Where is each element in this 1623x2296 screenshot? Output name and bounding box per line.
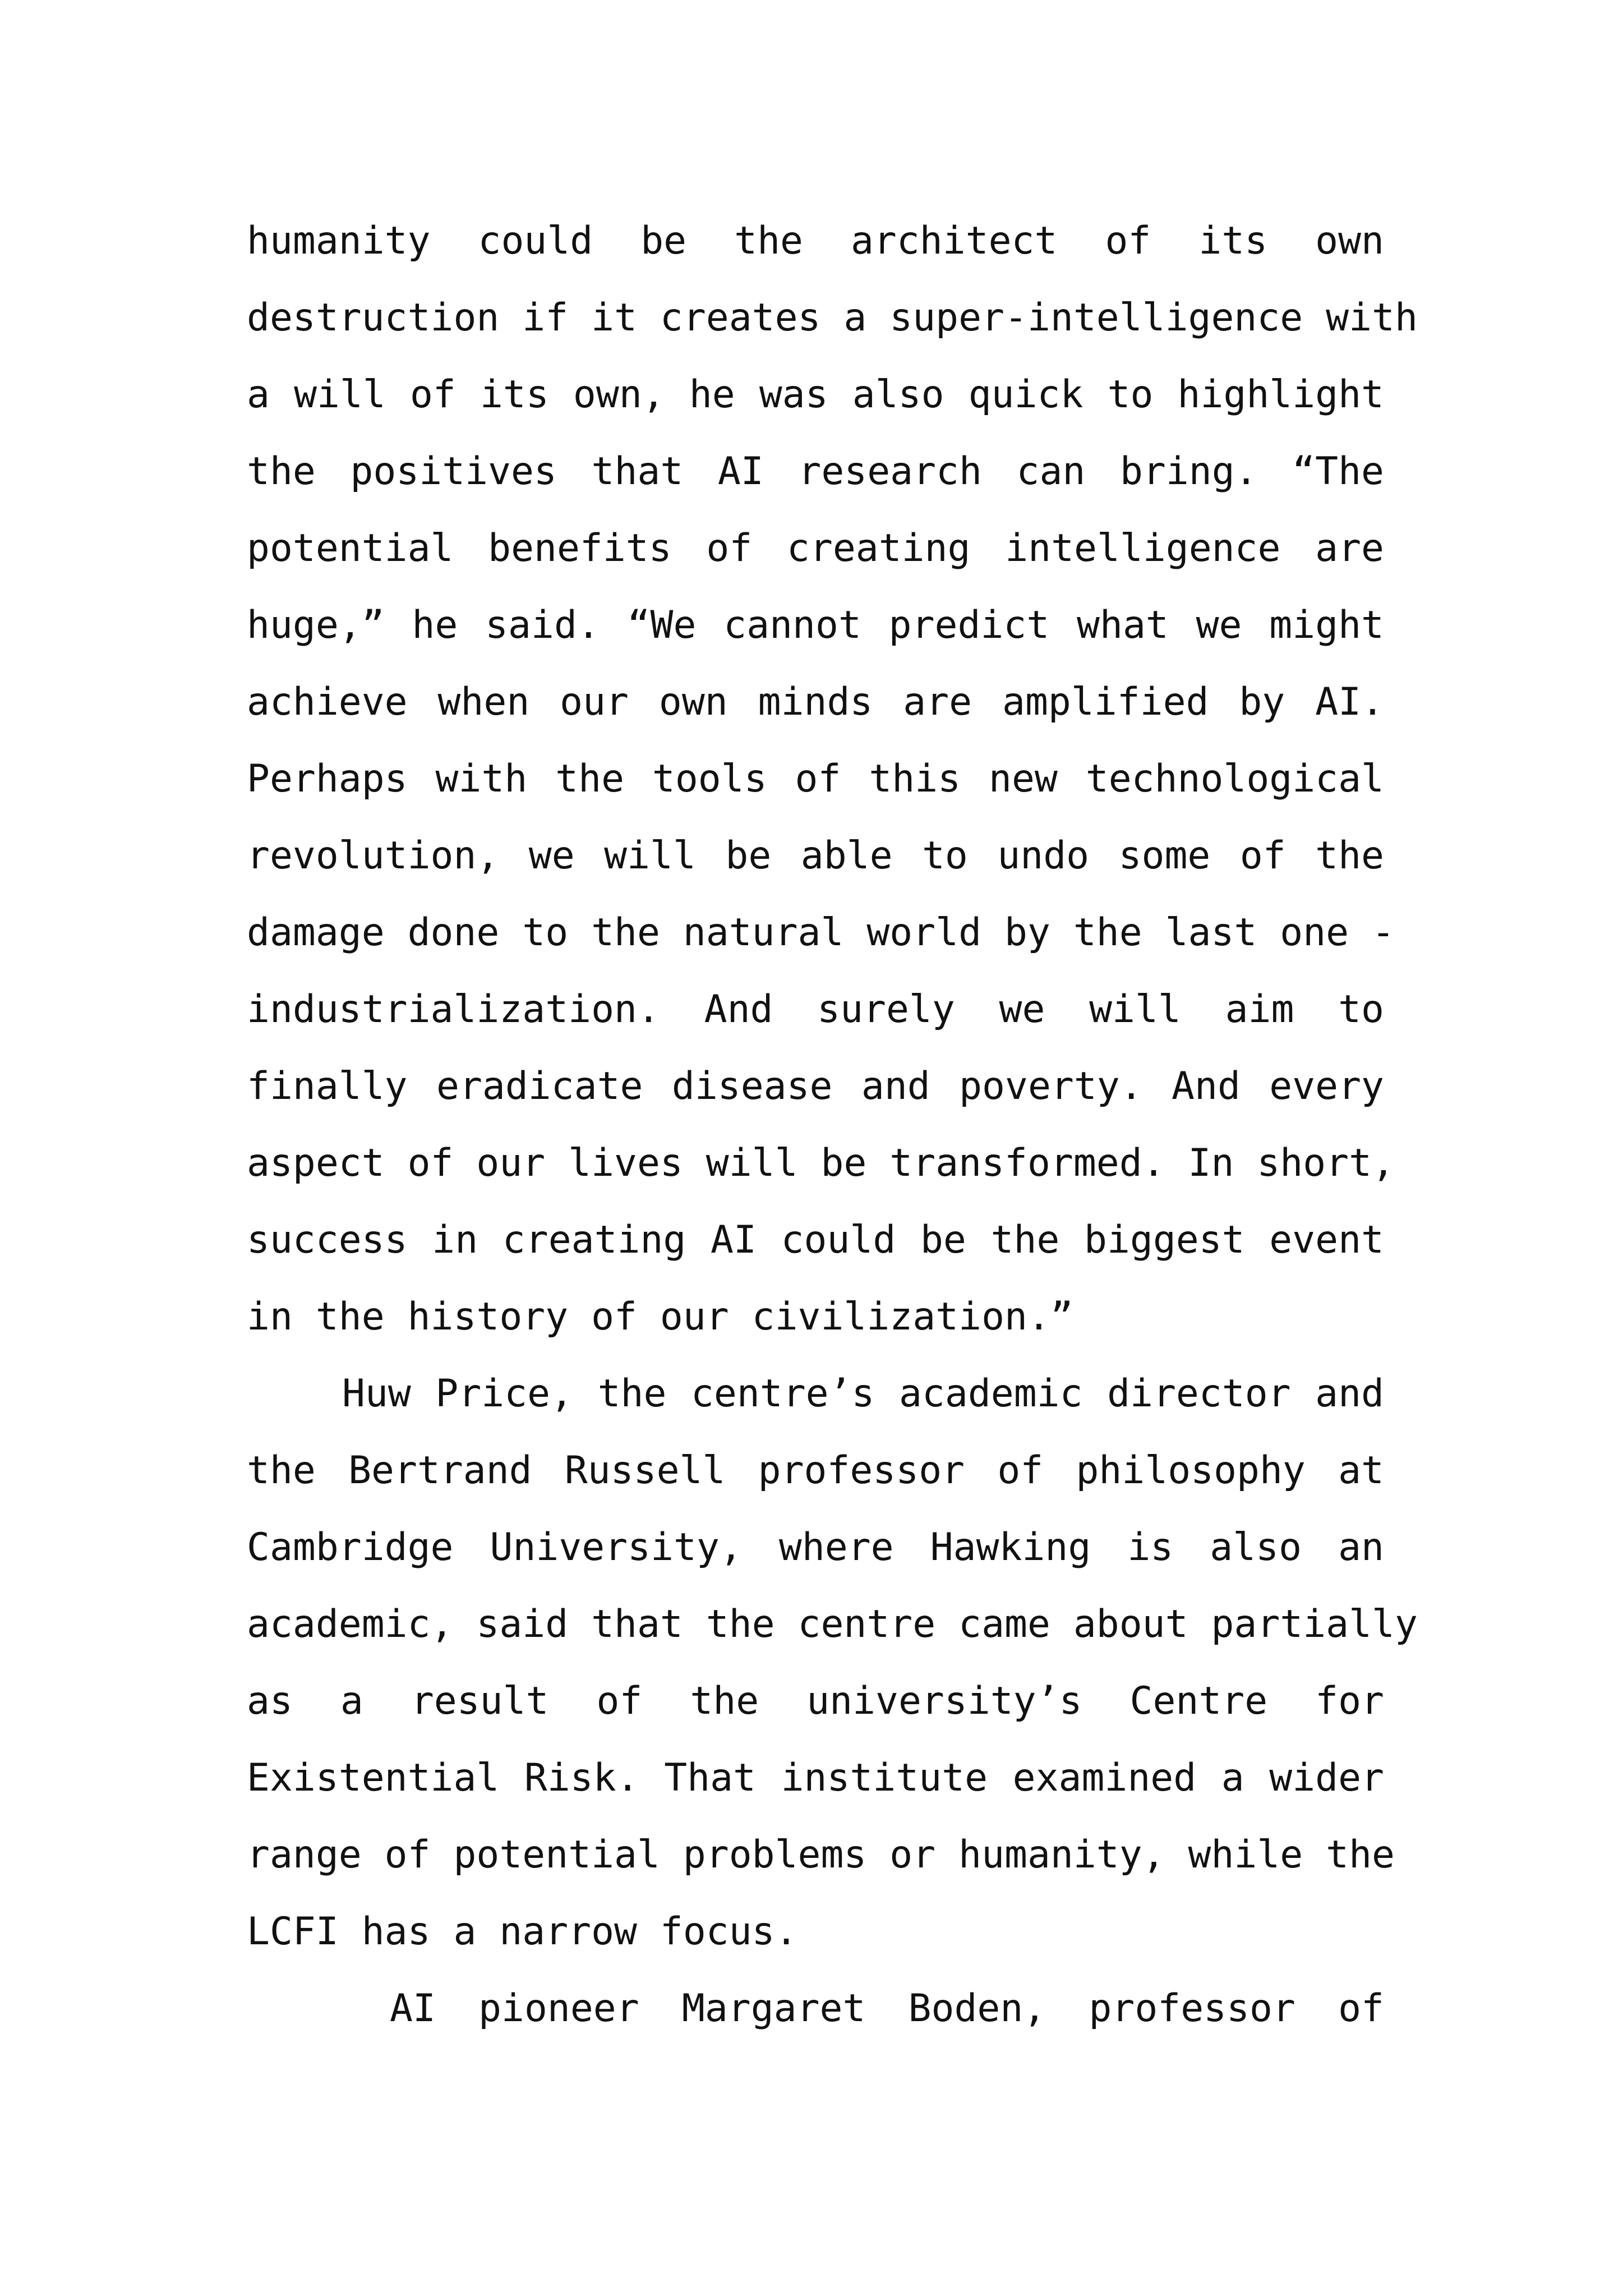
text-line: industrialization. And surely we will aim to bbox=[247, 987, 1384, 1032]
text-line: Perhaps with the tools of this new technological bbox=[247, 757, 1384, 801]
text-line: a will of its own, he was also quick to highlight bbox=[247, 372, 1384, 417]
text-line: success in creating AI could be the biggest event bbox=[247, 1218, 1384, 1262]
text-line: the positives that AI research can bring. “The bbox=[247, 449, 1384, 494]
text-line: academic, said that the centre came about partially bbox=[247, 1602, 1418, 1646]
text-line: potential benefits of creating intelligence are bbox=[247, 526, 1384, 570]
text-line: huge,” he said. “We cannot predict what we might bbox=[247, 603, 1384, 647]
text-line: Cambridge University, where Hawking is also an bbox=[247, 1525, 1384, 1570]
text-line: aspect of our lives will be transformed. In short, bbox=[247, 1141, 1395, 1185]
text-line: AI pioneer Margaret Boden, professor of bbox=[390, 1986, 1384, 2031]
text-line: LCFI has a narrow focus. bbox=[247, 1910, 798, 1954]
text-line: damage done to the natural world by the last one - bbox=[247, 910, 1395, 955]
text-line: the Bertrand Russell professor of philosophy at bbox=[247, 1448, 1384, 1493]
text-line: humanity could be the architect of its own bbox=[247, 219, 1384, 263]
text-line: finally eradicate disease and poverty. And every bbox=[247, 1064, 1384, 1108]
text-line: Huw Price, the centre’s academic director and bbox=[342, 1372, 1384, 1416]
text-line: in the history of our civilization.” bbox=[247, 1295, 1073, 1339]
text-line: destruction if it creates a super-intelligence with bbox=[247, 296, 1418, 340]
text-line: achieve when our own minds are amplified by AI. bbox=[247, 680, 1384, 724]
text-line: range of potential problems or humanity, while the bbox=[247, 1833, 1395, 1877]
text-line: as a result of the university’s Centre for bbox=[247, 1679, 1384, 1723]
text-line: revolution, we will be able to undo some of the bbox=[247, 834, 1384, 878]
text-line: Existential Risk. That institute examined a wider bbox=[247, 1756, 1384, 1800]
